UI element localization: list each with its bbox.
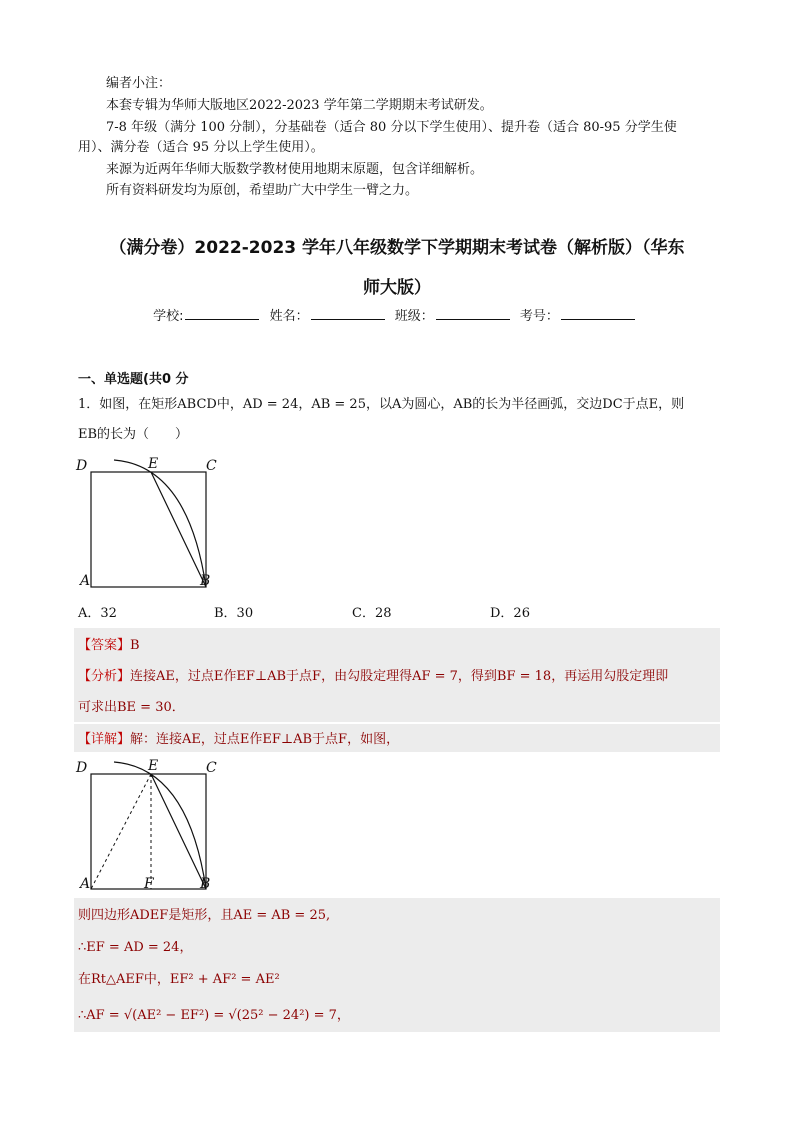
label-a: A [80, 876, 91, 892]
section-heading: 一、单选题(共0 分 [78, 372, 189, 387]
field-class-label: 班级： [394, 309, 434, 324]
segment-eb [151, 472, 206, 587]
detail-row [78, 728, 399, 747]
answer-tag: 【答案】 [78, 638, 131, 653]
step-4: ∴AF = √(AE² − EF²) = √(25² − 24²) = 7， [78, 1008, 350, 1023]
question-line-2: EB的长为（ ） [78, 427, 189, 442]
arc [114, 460, 206, 587]
answer-value: B [130, 638, 140, 653]
field-name-label: 姓名： [269, 309, 309, 324]
analysis-line-1: 连接AE，过点E作EF⊥AB于点F，由勾股定理得AF = 7，得到BF = 18，再运用勾股定理即 [130, 669, 669, 684]
page-title-line-2: 师大版） [363, 278, 431, 298]
note-line-2b: 用）、满分卷（适合 95 分以上学生使用）。 [78, 140, 324, 155]
answer-row [78, 634, 140, 653]
step-3: 在Rt△AEF中，EF² + AF² = AE² [78, 972, 280, 987]
option-c[interactable]: C．28 [352, 606, 392, 621]
option-b[interactable]: B．30 [214, 606, 254, 621]
note-line-3: 来源为近两年华师大版数学教材使用地期末原题，包含详细解析。 [106, 162, 484, 177]
page-title-line-1: （满分卷）2022-2023 学年八年级数学下学期期末考试卷（解析版）（华东 [109, 238, 685, 258]
segment-eb [151, 774, 206, 889]
label-e: E [148, 456, 159, 472]
step-1: 则四边形ADEF是矩形，且AE = AB = 25, [78, 908, 331, 923]
note-line-2a: 7-8 年级（满分 100 分制），分基础卷（适合 80 分以下学生使用）、提升卷（适合 80-95 分学生使 [106, 120, 677, 135]
student-info-fields [0, 305, 794, 324]
label-b: B [200, 573, 211, 589]
field-id-input[interactable] [561, 307, 635, 320]
label-b: B [200, 876, 211, 892]
field-school-input[interactable] [185, 307, 259, 320]
detail-line-1: 解：连接AE，过点E作EF⊥AB于点F，如图， [130, 732, 400, 747]
option-d[interactable]: D．26 [490, 606, 530, 621]
field-school-label: 学校: [153, 309, 184, 324]
rectangle-abcd [91, 774, 206, 889]
figure-solution [72, 754, 222, 894]
arc [114, 762, 206, 889]
analysis-row [78, 665, 668, 684]
note-line-4: 所有资料研发均为原创，希望助广大中学生一臂之力。 [106, 183, 419, 198]
field-name-input[interactable] [311, 307, 385, 320]
rectangle-abcd [91, 472, 206, 587]
label-e: E [148, 758, 159, 774]
note-heading: 编者小注： [106, 76, 172, 91]
segment-ae [91, 774, 151, 889]
analysis-tag: 【分析】 [78, 669, 131, 684]
label-f: F [144, 876, 154, 892]
label-d: D [76, 458, 88, 474]
question-line-1: 1．如图，在矩形ABCD中，AD = 24，AB = 25，以A为圆心，AB的长为半径画弧，交边DC于点E，则 [78, 397, 685, 412]
detail-tag: 【详解】 [78, 732, 131, 747]
label-c: C [206, 458, 217, 474]
step-2: ∴EF = AD = 24， [78, 940, 193, 955]
analysis-line-2: 可求出BE = 30． [78, 700, 185, 715]
field-class-input[interactable] [436, 307, 510, 320]
note-line-1: 本套专辑为华师大版地区2022-2023 学年第二学期期末考试研发。 [106, 98, 493, 113]
field-id-label: 考号： [519, 309, 559, 324]
label-c: C [206, 760, 217, 776]
figure-question [72, 452, 222, 592]
option-a[interactable]: A．32 [78, 606, 117, 621]
label-a: A [80, 573, 91, 589]
label-d: D [76, 760, 88, 776]
